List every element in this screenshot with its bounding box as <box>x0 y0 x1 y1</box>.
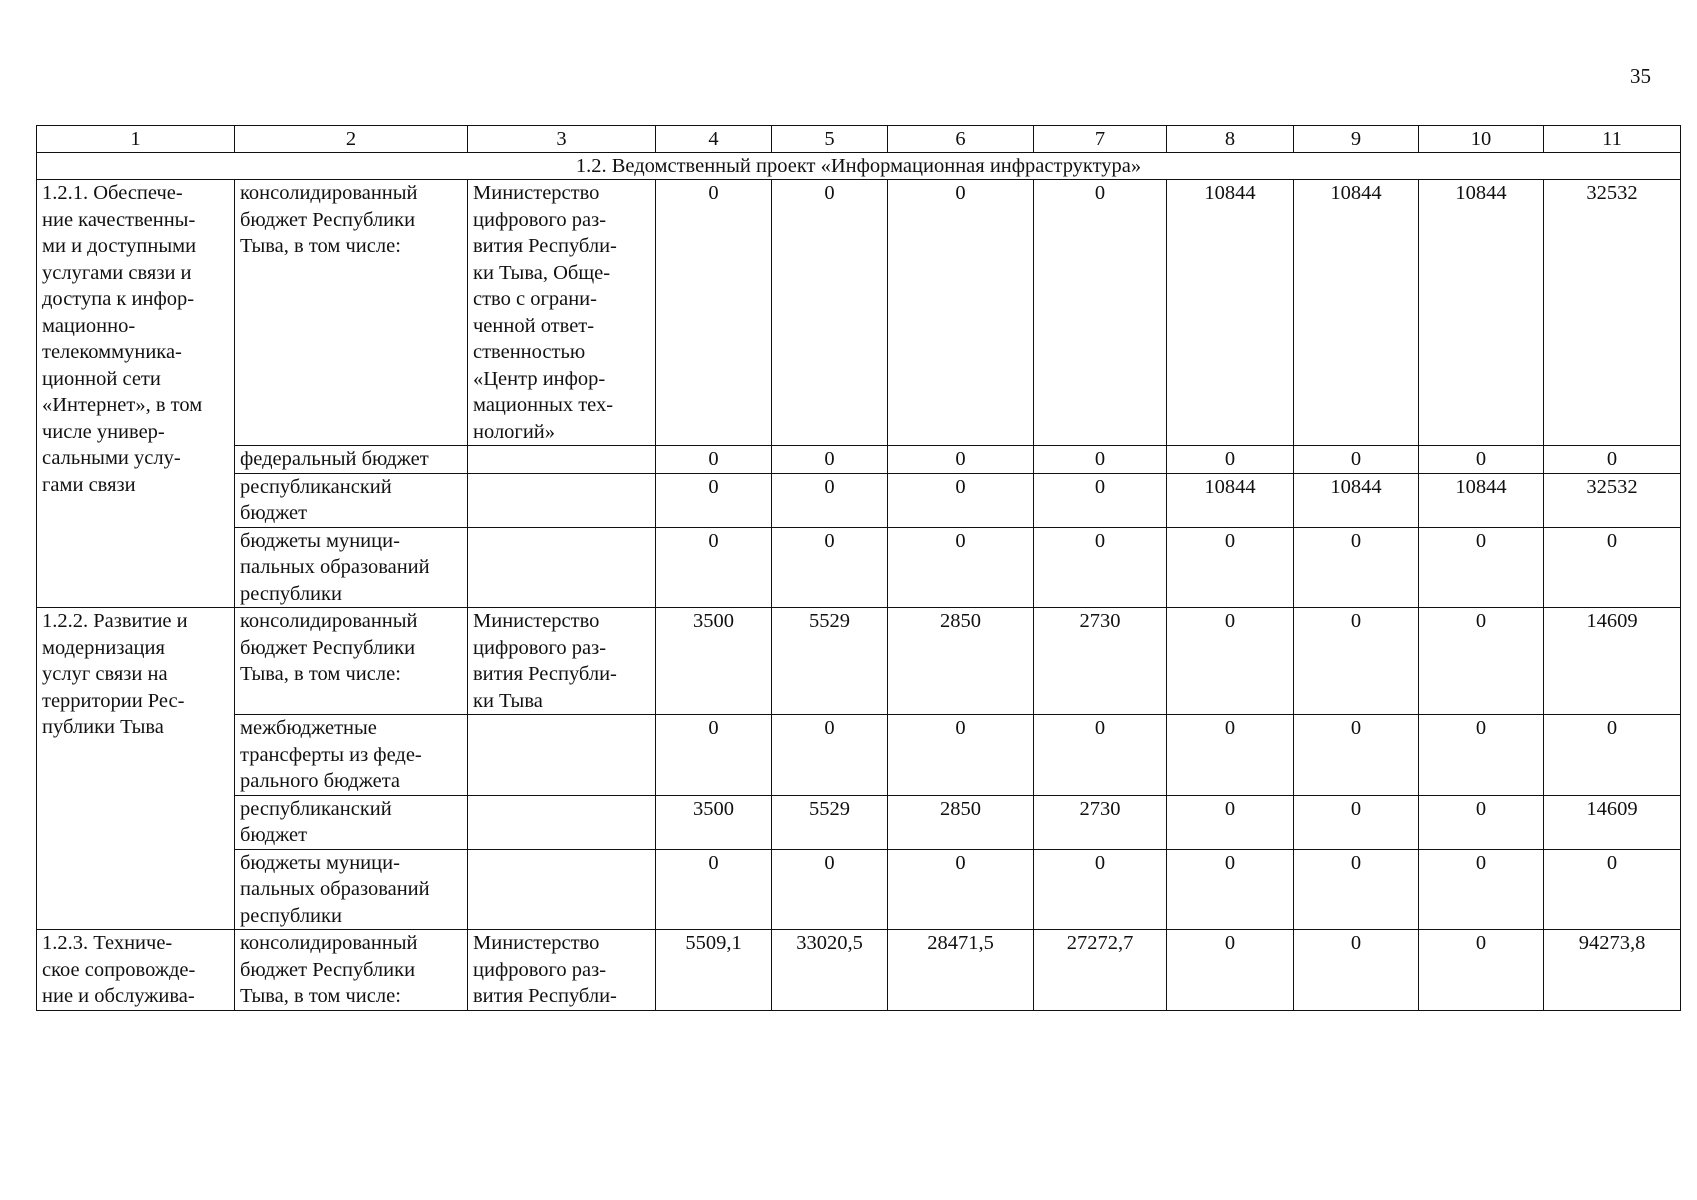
value-cell: 0 <box>888 473 1034 527</box>
column-header: 3 <box>468 126 656 153</box>
value-cell: 10844 <box>1419 180 1544 446</box>
value-cell: 0 <box>772 849 888 930</box>
column-header: 6 <box>888 126 1034 153</box>
value-cell: 0 <box>656 446 772 474</box>
value-cell: 0 <box>888 180 1034 446</box>
value-cell: 0 <box>1419 849 1544 930</box>
value-cell: 0 <box>1167 446 1294 474</box>
value-cell: 0 <box>1419 608 1544 715</box>
value-cell: 0 <box>772 527 888 608</box>
value-cell: 2730 <box>1034 608 1167 715</box>
executor-cell <box>468 473 656 527</box>
column-header-row <box>37 126 1681 153</box>
column-header: 11 <box>1544 126 1681 153</box>
value-cell: 2850 <box>888 795 1034 849</box>
funding-source-cell: бюджеты муници- пальных образований республики <box>235 849 468 930</box>
value-cell: 0 <box>1294 930 1419 1011</box>
table-row <box>37 715 1681 796</box>
value-cell: 0 <box>888 527 1034 608</box>
funding-source-cell: консолидированный бюджет Республики Тыва, в том числе: <box>235 930 468 1011</box>
value-cell: 14609 <box>1544 795 1681 849</box>
table-row <box>37 795 1681 849</box>
executor-cell: Министерство цифрового раз- вития Республи- ки Тыва, Обще- ство с ограни- ченной ответ- ственностью «Центр инфор- мационных тех- нологий» <box>468 180 656 446</box>
value-cell: 0 <box>656 527 772 608</box>
column-header: 4 <box>656 126 772 153</box>
value-cell: 0 <box>1544 527 1681 608</box>
value-cell: 94273,8 <box>1544 930 1681 1011</box>
value-cell: 3500 <box>656 608 772 715</box>
value-cell: 0 <box>1034 715 1167 796</box>
column-header: 2 <box>235 126 468 153</box>
value-cell: 0 <box>656 849 772 930</box>
table-row <box>37 180 1681 446</box>
value-cell: 0 <box>888 715 1034 796</box>
table-row <box>37 608 1681 715</box>
value-cell: 33020,5 <box>772 930 888 1011</box>
value-cell: 0 <box>888 446 1034 474</box>
value-cell: 10844 <box>1167 473 1294 527</box>
executor-cell: Министерство цифрового раз- вития Республи- ки Тыва <box>468 608 656 715</box>
value-cell: 5509,1 <box>656 930 772 1011</box>
value-cell: 0 <box>1167 715 1294 796</box>
value-cell: 0 <box>656 715 772 796</box>
funding-source-cell: республиканский бюджет <box>235 473 468 527</box>
funding-source-cell: межбюджетные трансферты из феде- рального бюджета <box>235 715 468 796</box>
value-cell: 0 <box>1544 446 1681 474</box>
value-cell: 0 <box>1034 446 1167 474</box>
value-cell: 28471,5 <box>888 930 1034 1011</box>
value-cell: 0 <box>772 473 888 527</box>
value-cell: 10844 <box>1419 473 1544 527</box>
value-cell: 0 <box>1294 849 1419 930</box>
value-cell: 0 <box>1294 715 1419 796</box>
table-row <box>37 930 1681 1011</box>
value-cell: 0 <box>656 180 772 446</box>
value-cell: 32532 <box>1544 473 1681 527</box>
column-header: 9 <box>1294 126 1419 153</box>
executor-cell <box>468 715 656 796</box>
value-cell: 10844 <box>1294 473 1419 527</box>
value-cell: 0 <box>1294 527 1419 608</box>
value-cell: 5529 <box>772 795 888 849</box>
section-title-row <box>37 153 1681 180</box>
value-cell: 0 <box>1544 715 1681 796</box>
value-cell: 0 <box>1294 446 1419 474</box>
value-cell: 0 <box>1167 795 1294 849</box>
value-cell: 10844 <box>1167 180 1294 446</box>
table-row <box>37 446 1681 474</box>
budget-table <box>36 125 1681 1011</box>
table-row <box>37 849 1681 930</box>
value-cell: 0 <box>1294 608 1419 715</box>
value-cell: 0 <box>1167 608 1294 715</box>
funding-source-cell: республиканский бюджет <box>235 795 468 849</box>
table-row <box>37 527 1681 608</box>
value-cell: 0 <box>1167 527 1294 608</box>
table-row <box>37 473 1681 527</box>
activity-name-cell: 1.2.2. Развитие и модернизация услуг связи на территории Рес- публики Тыва <box>37 608 235 930</box>
value-cell: 2730 <box>1034 795 1167 849</box>
executor-cell: Министерство цифрового раз- вития Республи- <box>468 930 656 1011</box>
column-header: 1 <box>37 126 235 153</box>
column-header: 7 <box>1034 126 1167 153</box>
funding-source-cell: консолидированный бюджет Республики Тыва, в том числе: <box>235 180 468 446</box>
value-cell: 0 <box>1419 930 1544 1011</box>
value-cell: 0 <box>656 473 772 527</box>
value-cell: 0 <box>1034 473 1167 527</box>
value-cell: 0 <box>1167 849 1294 930</box>
executor-cell <box>468 446 656 474</box>
executor-cell <box>468 849 656 930</box>
value-cell: 0 <box>1419 795 1544 849</box>
value-cell: 0 <box>772 446 888 474</box>
value-cell: 0 <box>1034 527 1167 608</box>
activity-name-cell: 1.2.3. Техниче- ское сопровожде- ние и обслужива- <box>37 930 235 1011</box>
column-header: 10 <box>1419 126 1544 153</box>
activity-name-cell: 1.2.1. Обеспече- ние качественны- ми и доступными услугами связи и доступа к инфор- мационно- телекоммуника- ционной сети «Интернет», в том числе универ- сальными услу- гами связи <box>37 180 235 608</box>
executor-cell <box>468 527 656 608</box>
value-cell: 0 <box>1034 180 1167 446</box>
value-cell: 27272,7 <box>1034 930 1167 1011</box>
value-cell: 0 <box>772 180 888 446</box>
value-cell: 3500 <box>656 795 772 849</box>
funding-source-cell: консолидированный бюджет Республики Тыва, в том числе: <box>235 608 468 715</box>
value-cell: 5529 <box>772 608 888 715</box>
value-cell: 14609 <box>1544 608 1681 715</box>
value-cell: 0 <box>1419 715 1544 796</box>
funding-source-cell: бюджеты муници- пальных образований республики <box>235 527 468 608</box>
value-cell: 32532 <box>1544 180 1681 446</box>
section-title: 1.2. Ведомственный проект «Информационная инфраструктура» <box>37 153 1681 180</box>
column-header: 5 <box>772 126 888 153</box>
value-cell: 0 <box>1167 930 1294 1011</box>
value-cell: 0 <box>1419 446 1544 474</box>
value-cell: 0 <box>1419 527 1544 608</box>
value-cell: 0 <box>888 849 1034 930</box>
value-cell: 10844 <box>1294 180 1419 446</box>
page-number: 35 <box>1630 64 1651 88</box>
column-header: 8 <box>1167 126 1294 153</box>
value-cell: 0 <box>772 715 888 796</box>
executor-cell <box>468 795 656 849</box>
value-cell: 0 <box>1294 795 1419 849</box>
value-cell: 0 <box>1034 849 1167 930</box>
funding-source-cell: федеральный бюджет <box>235 446 468 474</box>
value-cell: 0 <box>1544 849 1681 930</box>
value-cell: 2850 <box>888 608 1034 715</box>
